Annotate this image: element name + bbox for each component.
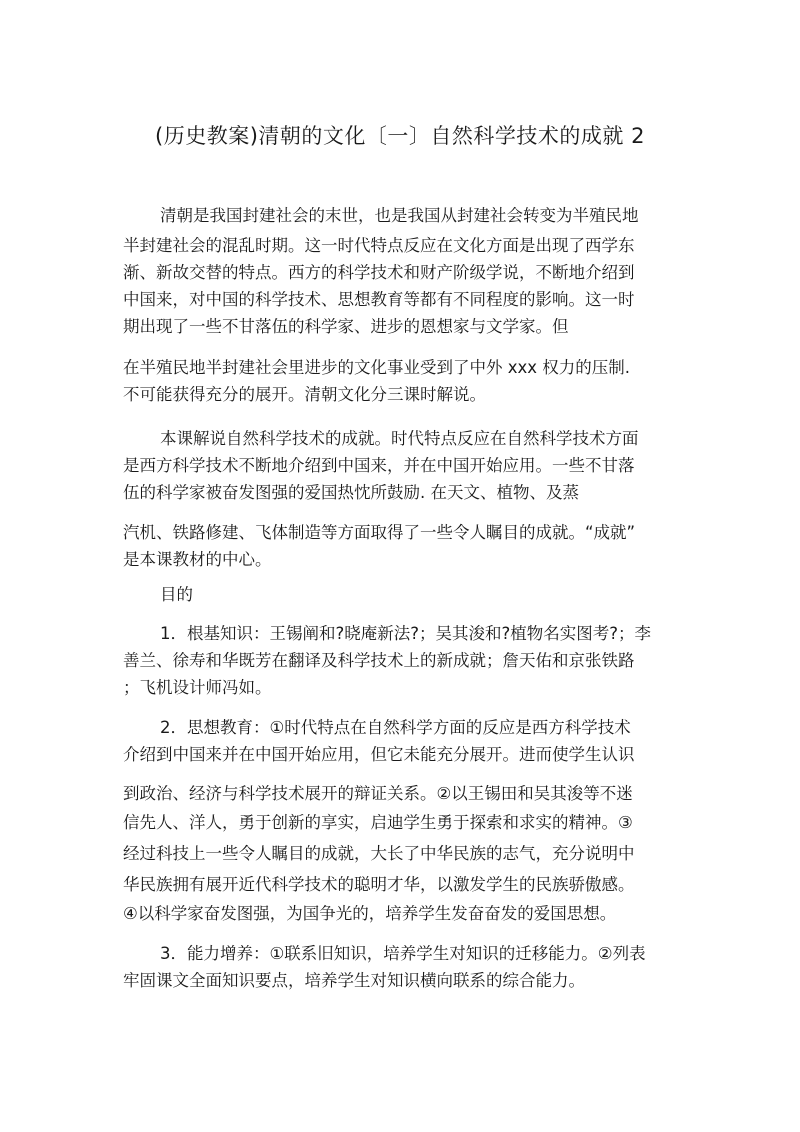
list-item-line: 介绍到中国来并在中国开始应用，但它未能充分展开。进而使学生认识 [123,745,635,764]
paragraph-line: 中国来，对中国的科学技术、思想教育等都有不同程度的影响。这一时 [123,290,635,309]
paragraph-line: 伍的科学家被奋发图强的爱国热忱所鼓励. 在天文、植物、及蒸 [123,483,579,502]
paragraph-line: 期出现了一些不甘落伍的科学家、进步的恩想家与文学家。但 [123,317,569,336]
list-item-line: ；飞机设计师冯如。 [123,678,272,697]
section-heading: 目的 [160,585,193,604]
paragraph-line: 汽机、铁路修建、飞体制造等方面取得了一些令人瞩目的成就。“成就” [123,523,636,542]
list-item-line: 信先人、洋人，勇于创新的享实，启迪学生勇于探索和求实的精神。③ [123,813,633,832]
paragraph-line: 是本课教材的中心。 [123,550,272,569]
paragraph-line: 清朝是我国封建社会的末世，也是我国从封建社会转变为半殖民地 [160,206,639,225]
list-item-line: 善兰、徐寿和华既芳在翻译及科学技术上的新成就；詹天佑和京张铁路 [123,651,635,670]
document-title: (历史教案)清朝的文化〔一〕自然科学技术的成就 2 [155,124,645,148]
list-item-line: 经过科技上一些令人瞩目的成就，大长了中华民族的志气，充分说明中 [123,844,635,863]
list-item-line: 1．根基知识：王锡阐和?晓庵新法?；吴其浚和?植物名实图考?；李 [160,624,652,643]
paragraph-line: 半封建社会的混乱时期。这一时代特点反应在文化方面是出现了西学东 [123,236,635,255]
paragraph-line: 渐、新故交替的特点。西方的科学技术和财产阶级学说，不断地介绍到 [123,263,635,282]
list-item-line: 3．能力增养：①联系旧知识，培养学生对知识的迁移能力。②列表 [160,944,646,963]
list-item-line: 到政治、经济与科学技术展开的辩证关系。②以王锡田和吴其浚等不迷 [123,784,633,803]
paragraph-line: 是西方科学技术不断地介绍到中国来，并在中国开始应用。一些不甘落 [123,456,635,475]
paragraph-line: 本课解说自然科学技术的成就。时代特点反应在自然科学技术方面 [160,429,639,448]
paragraph-line: 在半殖民地半封建社会里进步的文化事业受到了中外 xxx 权力的压制. [123,358,631,377]
list-item-line: 牢固课文全面知识要点，培养学生对知识横向联系的综合能力。 [123,971,585,990]
list-item-line: 华民族拥有展开近代科学技术的聪明才华，以激发学生的民族骄傲感。 [123,875,635,894]
paragraph-line: 不可能获得充分的展开。清朝文化分三课时解说。 [123,385,486,404]
list-item-line: 2．思想教育：①时代特点在自然科学方面的反应是西方科学技术 [160,718,631,737]
list-item-line: ④以科学家奋发图强，为国争光的，培养学生发奋奋发的爱国思想。 [123,904,617,923]
